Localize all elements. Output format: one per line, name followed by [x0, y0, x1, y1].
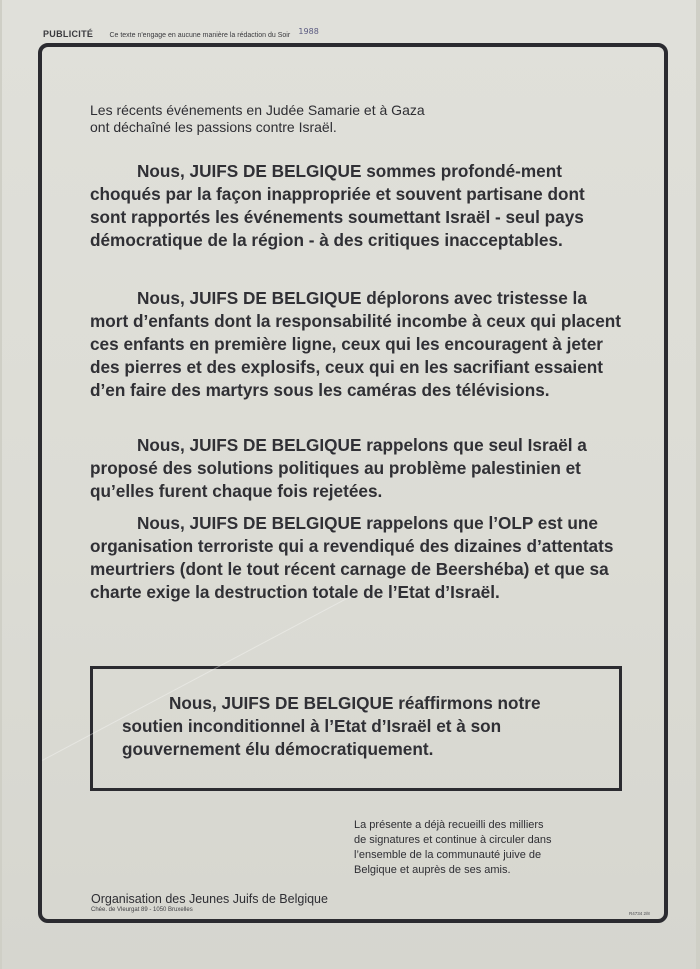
statement-text: déplorons avec tristesse la mort d’enfants dont la responsabilité incombe à ceux qui placent ces enfants en première ligne, ceux qui les encouragent à jeter des pierres et des explosifs, ceux qui en les sacrifiant essaient d’en faire des martyrs sous les caméras des télévisions. [90, 288, 621, 400]
statement-lead: Nous, JUIFS DE BELGIQUE [137, 161, 362, 181]
signatures-line: La présente a déjà recueilli des milliers [354, 819, 544, 831]
organisation-name: Organisation des Jeunes Juifs de Belgique [91, 892, 328, 906]
statement-paragraph [90, 160, 625, 252]
affirmation-text [122, 692, 602, 761]
signatures-line: Belgique et auprès de ses amis. [354, 864, 511, 876]
advertisement-label: PUBLICITÉ [43, 29, 94, 39]
print-code: R4734 2/8 [629, 911, 650, 916]
statement-lead: Nous, JUIFS DE BELGIQUE [137, 288, 362, 308]
statement-text: rappelons que seul Israël a proposé des solutions politiques au problème palestinien et qu’elles furent chaque fois rejetées. [90, 435, 587, 501]
statement-paragraph [90, 512, 625, 604]
affirmation-lead: Nous, JUIFS DE BELGIQUE [169, 693, 394, 713]
organisation-address: Chée. de Vleurgat 89 - 1050 Bruxelles [91, 907, 193, 913]
signatures-line: de signatures et continue à circuler dans [354, 834, 552, 846]
newspaper-page [2, 0, 696, 969]
editorial-disclaimer: Ce texte n'engage en aucune manière la rédaction du Soir [109, 32, 291, 39]
intro-line: ont déchaîné les passions contre Israël. [90, 119, 337, 135]
signatures-line: l’ensemble de la communauté juive de [354, 849, 542, 861]
statement-lead: Nous, JUIFS DE BELGIQUE [137, 435, 362, 455]
statement-lead: Nous, JUIFS DE BELGIQUE [137, 513, 362, 533]
affirmation-body: réaffirmons notre soutien inconditionnel à l’Etat d’Israël et à son gouvernement élu démocratiquement. [122, 693, 541, 759]
intro-line: Les récents événements en Judée Samarie et à Gaza [90, 102, 425, 118]
statement-text: rappelons que l’OLP est une organisation terroriste qui a revendiqué des dizaines d’attentats meurtriers (dont le tout récent carnage de Beershéba) et que sa charte exige la destruction totale de l’Etat d’Israël. [90, 513, 614, 602]
intro-text [90, 102, 530, 136]
statement-paragraph [90, 434, 625, 503]
statement-paragraph [90, 287, 625, 402]
statement-text: sommes profondé-ment choqués par la façon inappropriée et souvent partisane dont sont rapportés les événements soumettant Israël - seul pays démocratique de la région - à des critiques inacceptables. [90, 161, 585, 250]
page-header [43, 29, 319, 43]
signatures-note [354, 818, 604, 878]
handwritten-year: 1988 [298, 27, 319, 36]
